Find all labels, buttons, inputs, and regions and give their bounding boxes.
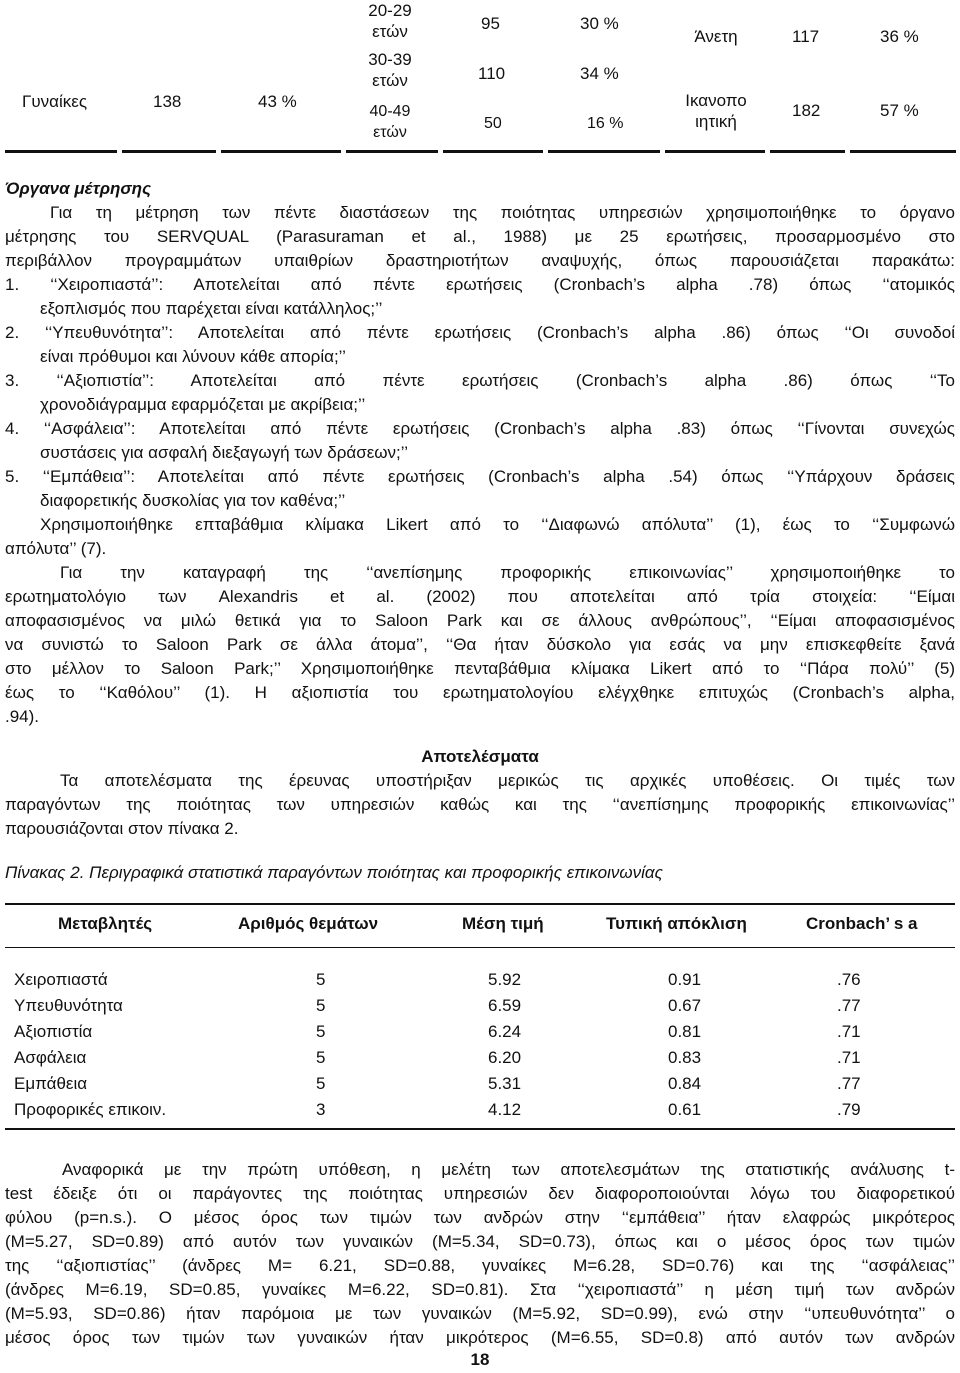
paragraph-line: έως το ‘‘Καθόλου’’ (1). Η αξιοπιστία του ερωτηματολογίου ελέγχθηκε επιτυχώς (Cronbach’s alpha, [5, 683, 955, 702]
paragraph-line: παρουσιάζονται στον πίνακα 2. [5, 819, 239, 838]
cell-alpha: .76 [837, 970, 861, 989]
cell-sd: 0.67 [668, 996, 702, 1015]
cell-alpha: .79 [837, 1100, 861, 1119]
paragraph-line: Για την καταγραφή της ‘‘ανεπίσημης προφορικής επικοινωνίας’’ χρησιμοποιήθηκε το [60, 563, 955, 582]
paragraph-line: μέσος όρος των τιμών των γυναικών ήταν μικρότερος (M=6.55, SD=0.8) από αυτόν των ανδρών [5, 1328, 955, 1347]
paragraph-line: 3. ‘‘Αξιοπιστία’’: Αποτελείται από πέντε ερωτήσεις (Cronbach’s alpha .86) όπως ‘‘Το [5, 371, 955, 390]
paragraph-line: μέτρησης του SERVQUAL (Parasuraman et al., 1988) με 25 ερωτήσεις, προσαρμοσμένο στο [5, 227, 955, 246]
table-rule [346, 150, 438, 153]
gender-pct: 43 % [258, 92, 297, 111]
table-top-rule [5, 903, 955, 905]
cell-variable: Υπευθυνότητα [14, 996, 123, 1015]
cell-items: 3 [316, 1100, 326, 1119]
paragraph-line: Χρησιμοποιήθηκε επταβάθμια κλίμακα Likert από το ‘‘Διαφωνώ απόλυτα’’ (1), έως το ‘‘Συμφωνώ [40, 515, 955, 534]
age-group-count: 110 [478, 64, 506, 83]
top-demographics-table [0, 0, 960, 155]
paragraph-line: Τα αποτελέσματα της έρευνας υποστήριξαν μερικώς τις αρχικές υποθέσεις. Οι τιμές των [60, 771, 955, 790]
column-header: Μέση τιμή [462, 914, 544, 933]
paragraph-line: παραγόντων της ποιότητας των υπηρεσιών καθώς και της ‘‘ανεπίσημης προφορικής επικοινωνίας’’ [5, 795, 955, 814]
age-group-count: 50 [484, 115, 502, 132]
paragraph-line: της ‘‘αξιοπιστίας’’ (άνδρες M= 6.21, SD=0.88, γυναίκες M=6.28, SD=0.76) και της ‘‘ασφάλειας’’ [5, 1256, 955, 1275]
gender-label: Γυναίκες [22, 92, 88, 111]
paragraph-line: εξοπλισμός που παρέχεται είναι κατάλληλος;’’ [40, 299, 383, 318]
section-heading: Όργανα μέτρησης [5, 179, 152, 198]
cell-variable: Εμπάθεια [14, 1074, 88, 1093]
paragraph-line: να συνιστώ το Saloon Park σε άλλα άτομα’’, ‘‘Θα ήταν δύσκολο για εσάς να μην επισκεφθείτε ξανά [5, 635, 955, 654]
paragraph-line: συστάσεις για ασφαλή διεξαγωγή των δράσεων;’’ [40, 443, 409, 462]
comfort-label: Ικανοπο ιητική [685, 91, 747, 131]
comfort-pct: 36 % [880, 27, 919, 46]
paragraph-line: αποφασισμένος να μιλώ θετικά για το Saloon Park και σε άλλους ανθρώπους’’, ‘‘Είμαι αποφασισμένος [5, 611, 955, 630]
comfort-count: 117 [792, 27, 820, 46]
cell-mean: 4.12 [488, 1100, 522, 1119]
cell-items: 5 [316, 1022, 326, 1041]
table-rule [665, 150, 765, 153]
age-group-label: 20-29 ετών [368, 1, 412, 41]
table-rule [122, 150, 216, 153]
cell-mean: 6.20 [488, 1048, 522, 1067]
comfort-label: Άνετη [694, 27, 738, 46]
table-rule [548, 150, 660, 153]
cell-variable: Ασφάλεια [14, 1048, 87, 1067]
age-group-pct: 30 % [580, 14, 619, 33]
paragraph-line: στο μέλλον το Saloon Park;’’ Χρησιμοποιήθηκε πενταβάθμια κλίμακα Likert από το ‘‘Πάρα πολύ’’ (5) [5, 659, 955, 678]
cell-alpha: .77 [837, 996, 861, 1015]
paragraph-line: περιβάλλον προγραμμάτων υπαιθρίων δραστηριοτήτων αναψυχής, όπως παρουσιάζεται παρακάτω: [5, 251, 955, 270]
age-group-pct: 16 % [587, 115, 624, 132]
page-number: 18 [470, 1350, 490, 1369]
comfort-pct: 57 % [880, 101, 919, 120]
cell-mean: 6.59 [488, 996, 522, 1015]
paragraph-line: 5. ‘‘Εμπάθεια’’: Αποτελείται από πέντε ερωτήσεις (Cronbach’s alpha .54) όπως ‘‘Υπάρχουν δράσεις [5, 467, 955, 486]
paragraph-line: είναι πρόθυμοι και λύνουν κάθε απορία;’’ [40, 347, 346, 366]
paragraph-line: Για τη μέτρηση των πέντε διαστάσεων της ποιότητας υπηρεσιών χρησιμοποιήθηκε το όργανο [50, 203, 955, 222]
cell-sd: 0.81 [668, 1022, 702, 1041]
column-header: Cronbach’ s a [806, 914, 918, 933]
cell-alpha: .71 [837, 1048, 861, 1067]
column-header: Μεταβλητές [58, 914, 153, 933]
table-bottom-rule [5, 1128, 955, 1130]
cell-variable: Χειροπιαστά [14, 970, 108, 989]
paragraph-line: απόλυτα’’ (7). [5, 539, 107, 558]
table-header-rule [5, 947, 955, 948]
cell-sd: 0.91 [668, 970, 702, 989]
cell-variable: Προφορικές επικοιν. [14, 1100, 167, 1119]
column-header: Τυπική απόκλιση [606, 914, 747, 933]
paragraph-line: 1. ‘‘Χειροπιαστά’’: Αποτελείται από πέντε ερωτήσεις (Cronbach’s alpha .78) όπως ‘‘ατομικός [5, 275, 955, 294]
table-rule [770, 150, 845, 153]
table-rule [221, 150, 341, 153]
age-group-label: 40-49 ετών [369, 103, 411, 141]
paragraph-line: χρονοδιάγραμμα εφαρμόζεται με ακρίβεια;’’ [40, 395, 366, 414]
cell-variable: Αξιοπιστία [14, 1022, 93, 1041]
gender-count: 138 [153, 92, 182, 111]
table-rule [5, 150, 117, 153]
paragraph-line: Αναφορικά με την πρώτη υπόθεση, η μελέτη των αποτελεσμάτων της στατιστικής ανάλυσης t- [62, 1160, 955, 1179]
cell-items: 5 [316, 970, 326, 989]
cell-sd: 0.83 [668, 1048, 702, 1067]
column-header: Αριθμός θεμάτων [238, 914, 379, 933]
cell-mean: 6.24 [488, 1022, 522, 1041]
cell-alpha: .71 [837, 1022, 861, 1041]
paragraph-line: test έδειξε ότι οι παράγοντες της ποιότητας υπηρεσιών δεν διαφοροποιούνται λόγω του διαφορετικού [5, 1184, 955, 1203]
paragraph-line: 2. ‘‘Υπευθυνότητα’’: Αποτελείται από πέντε ερωτήσεις (Cronbach’s alpha .86) όπως ‘‘Οι συνοδοί [5, 323, 955, 342]
cell-items: 5 [316, 1048, 326, 1067]
paragraph-line: ερωτηματολόγιο των Alexandris et al. (2002) που αποτελείται από τρία στοιχεία: ‘‘Είμαι [5, 587, 955, 606]
cell-mean: 5.92 [488, 970, 522, 989]
cell-mean: 5.31 [488, 1074, 522, 1093]
cell-items: 5 [316, 1074, 326, 1093]
paragraph-line: (άνδρες M=6.19, SD=0.85, γυναίκες M=6.22, SD=0.81). Στα ‘‘χειροπιαστά’’ η μέση τιμή των ανδρών [5, 1280, 955, 1299]
comfort-count: 182 [792, 101, 821, 120]
age-group-pct: 34 % [580, 64, 619, 83]
paragraph-line: διαφορετικής δυσκολίας για τον καθένα;’’ [40, 491, 346, 510]
cell-sd: 0.84 [668, 1074, 702, 1093]
paragraph-line: (M=5.93, SD=0.86) ήταν παρόμοια με των γυναικών (M=5.92, SD=0.99), ενώ στην ‘‘υπευθυνότητα’’ ο [5, 1304, 955, 1323]
cell-sd: 0.61 [668, 1100, 702, 1119]
section-heading: Αποτελέσματα [421, 747, 539, 766]
age-group-count: 95 [481, 14, 500, 33]
paragraph-line: φύλου (p=n.s.). Ο μέσος όρος των τιμών των ανδρών στην ‘‘εμπάθεια’’ ήταν ελαφρώς μικρότερος [5, 1208, 955, 1227]
cell-items: 5 [316, 996, 326, 1015]
paragraph-line: .94). [5, 707, 40, 726]
cell-alpha: .77 [837, 1074, 861, 1093]
table-caption: Πίνακας 2. Περιγραφικά στατιστικά παραγόντων ποιότητας και προφορικής επικοινωνίας [5, 863, 663, 882]
paragraph-line: (M=5.27, SD=0.89) από αυτόν των γυναικών (M=5.34, SD=0.73), όπως και ο μέσος όρος των τιμών [5, 1232, 955, 1251]
age-group-label: 30-39 ετών [368, 50, 412, 90]
table-rule [850, 150, 956, 153]
paragraph-line: 4. ‘‘Ασφάλεια’’: Αποτελείται από πέντε ερωτήσεις (Cronbach’s alpha .83) όπως ‘‘Γίνονται συνεχώς [5, 419, 955, 438]
table-rule [443, 150, 543, 153]
